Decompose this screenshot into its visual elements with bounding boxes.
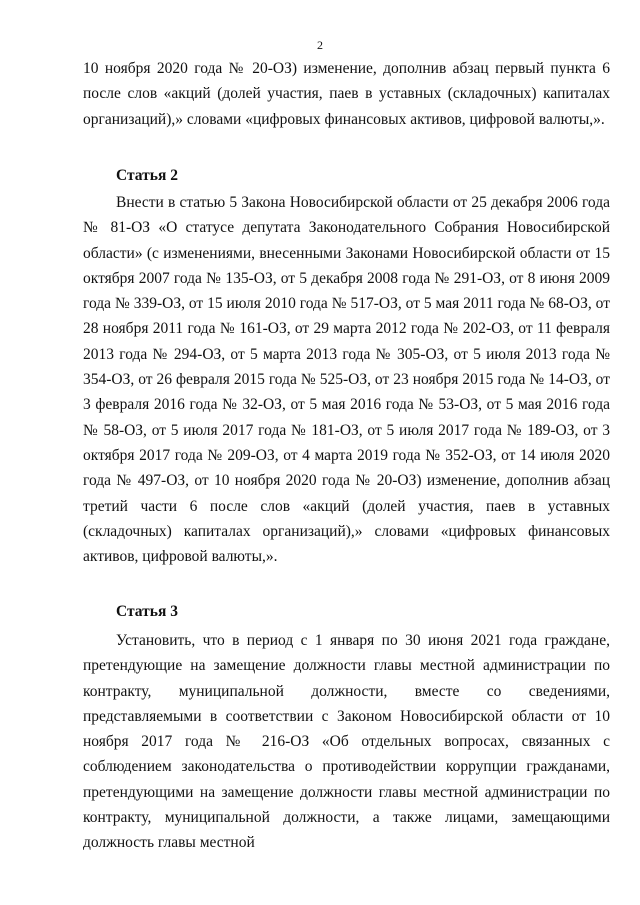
article-3-text: Установить, что в период с 1 января по 30 июня 2021 года граждане, претендующие на замещение должности главы местной администрации по контракту, муниципальной должности, вместе со сведениями, представляемыми в соответствии с Законом Новосибирской области от 10 ноября 2017 года № 216-ОЗ «Об отдельных вопросах, связанных с соблюдением законодательства о противодействии коррупции гражданами, претендующими на замещение должности главы местной администрации по контракту, муниципальной должности, а также лицами, замещающими должность главы местной	[83, 632, 610, 852]
page-number: 2	[317, 38, 323, 52]
article-2-text: Внести в статью 5 Закона Новосибирской области от 25 декабря 2006 года № 81-ОЗ «О статусе депутата Законодательного Собрания Новосибирской области» (с изменениями, внесенными Законами Новосибирской области от 15 октября 2007 года № 135-ОЗ, от 5 декабря 2008 года № 291-ОЗ, от 8 июня 2009 года № 339-ОЗ, от 15 июля 2010 года № 517-ОЗ, от 5 мая 2011 года № 68-ОЗ, от 28 ноября 2011 года № 161-ОЗ, от 29 марта 2012 года № 202-ОЗ, от 11 февраля 2013 года № 294-ОЗ, от 5 марта 2013 года № 305-ОЗ, от 5 июля 2013 года № 354-ОЗ, от 26 февраля 2015 года № 525-ОЗ, от 23 ноября 2015 года № 14-ОЗ, от 3 февраля 2016 года № 32-ОЗ, от 5 мая 2016 года № 53-ОЗ, от 5 мая 2016 года № 58-ОЗ, от 5 июля 2017 года № 181-ОЗ, от 5 июля 2017 года № 189-ОЗ, от 3 октября 2017 года № 209-ОЗ, от 4 марта 2019 года № 352-ОЗ, от 14 июля 2020 года № 497-ОЗ, от 10 ноября 2020 года № 20-ОЗ) изменение, дополнив абзац третий части 6 после слов «акций (долей участия, паев в уставных (складочных) капиталах организаций),» словами «цифровых финансовых активов, цифровой валюты,».	[83, 194, 610, 566]
continuation-paragraph: 10 ноября 2020 года № 20-ОЗ) изменение, дополнив абзац первый пункта 6 после слов «акций (долей участия, паев в уставных (складочных) капиталах организаций),» словами «цифровых финансовых активов, цифровой валюты,».	[83, 60, 610, 128]
article-3-heading: Статья 3	[116, 603, 178, 620]
article-2-heading: Статья 2	[116, 167, 178, 184]
